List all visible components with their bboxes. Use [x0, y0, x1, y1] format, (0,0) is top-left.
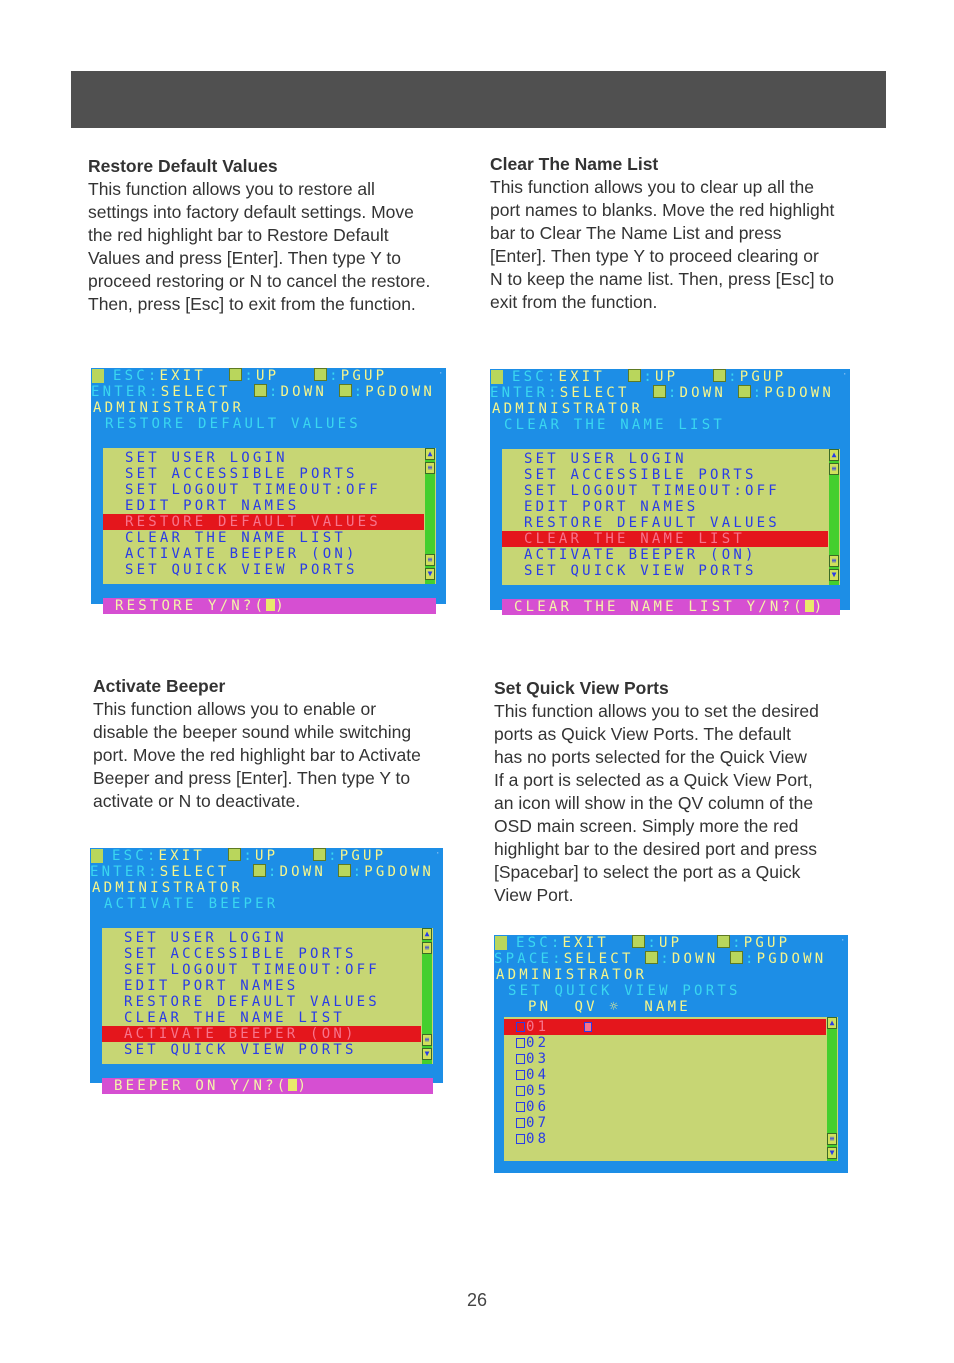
osd-key-sep: :: [732, 935, 744, 951]
page-down-icon: ≡: [425, 554, 435, 566]
osd-key-sep: :: [147, 368, 160, 384]
osd-key-esc: ESC: [512, 369, 547, 385]
up-arrow-icon: [632, 935, 645, 948]
osd-key-sep: :: [352, 864, 365, 880]
menu-item: SET QUICK VIEW PORTS: [125, 562, 358, 578]
osd-edge-noise: ·: [842, 370, 848, 380]
section-body: This function allows you to set the desired ports as Quick View Ports. The default has no ports selected for the Quick View If a port is selected as a Quick View Port, an icon will show in the QV column of the OSD main screen. Simply more the red highlight bar to the desired port and press [Spacebar] to select the port as a Quick View Port.: [494, 701, 819, 905]
osd-key-exit: EXIT: [159, 368, 207, 384]
osd-port-table-header: [528, 999, 691, 1015]
page-up-icon: ≡: [829, 463, 839, 475]
section-set-quick-view: [494, 677, 864, 907]
osd-key-row-1: [516, 935, 790, 951]
osd-key-select: SELECT: [159, 864, 230, 880]
port-icon: [516, 1118, 525, 1128]
port-row: [516, 1067, 549, 1083]
osd-key-sep: :: [752, 385, 765, 401]
osd-key-down: DOWN: [279, 864, 326, 880]
header-bar: [71, 71, 886, 128]
osd-key-enter: ENTER: [91, 384, 150, 400]
osd-edge-noise: ·: [435, 849, 441, 859]
osd-key-pgup: PGUP: [743, 935, 791, 951]
menu-item: CLEAR THE NAME LIST: [502, 531, 828, 547]
input-cursor: [266, 599, 275, 611]
page-up-icon: ≡: [425, 462, 435, 474]
osd-admin-label: ADMINISTRATOR: [93, 400, 245, 416]
menu-item: EDIT PORT NAMES: [524, 499, 699, 515]
port-number: 08: [526, 1131, 550, 1147]
osd-key-enter: ENTER: [90, 864, 149, 880]
osd-screen-clear-name-list: [490, 369, 850, 615]
port-number: 07: [526, 1115, 550, 1131]
osd-key-row-2: [490, 385, 834, 401]
osd-key-sep: :: [660, 951, 672, 967]
menu-item: SET USER LOGIN: [124, 930, 287, 946]
down-arrow-icon: [254, 384, 267, 397]
page-down-icon: ≡: [422, 1034, 432, 1046]
osd-key-sep: :: [149, 384, 161, 400]
page-up-icon: [313, 848, 326, 861]
up-arrow-icon: [229, 368, 242, 381]
column-pn: PN: [528, 999, 552, 1015]
osd-key-pgdown: PGDOWN: [764, 385, 835, 401]
prompt-end: ): [297, 1078, 310, 1094]
osd-key-sep: :: [146, 848, 159, 864]
port-icon: [516, 1022, 525, 1032]
osd-confirm-prompt: [103, 598, 436, 614]
menu-item: ACTIVATE BEEPER (ON): [125, 546, 358, 562]
osd-key-enter: ENTER: [490, 385, 549, 401]
osd-key-down: DOWN: [671, 951, 719, 967]
osd-key-row-1: [512, 369, 786, 385]
prompt-end: ): [275, 598, 287, 614]
osd-key-row-1: [112, 848, 386, 864]
section-activate-beeper: [93, 675, 463, 813]
osd-key-space: SPACE: [494, 951, 553, 967]
osd-key-pgdown: PGDOWN: [364, 864, 435, 880]
osd-key-down: DOWN: [679, 385, 726, 401]
prompt-text: BEEPER ON Y/N?(: [114, 1078, 289, 1094]
osd-key-sep: :: [728, 369, 740, 385]
port-icon: [516, 1054, 525, 1064]
page-down-icon: [730, 951, 743, 964]
osd-key-row-2: [90, 864, 434, 880]
up-arrow-icon: [228, 848, 241, 861]
column-name: NAME: [644, 999, 691, 1015]
port-icon: [516, 1134, 525, 1144]
osd-function-heading: CLEAR THE NAME LIST: [504, 417, 725, 433]
scroll-up-icon: ▲: [422, 928, 432, 940]
osd-function-heading: RESTORE DEFAULT VALUES: [105, 416, 361, 432]
port-icon: [516, 1102, 525, 1112]
osd-admin-label: ADMINISTRATOR: [492, 401, 644, 417]
section-title: Set Quick View Ports: [494, 678, 669, 698]
osd-key-esc: ESC: [113, 368, 148, 384]
menu-item: EDIT PORT NAMES: [125, 498, 300, 514]
sun-icon: ☼: [609, 999, 622, 1015]
page-up-icon: [717, 935, 730, 948]
menu-item: SET LOGOUT TIMEOUT:OFF: [524, 483, 780, 499]
osd-key-select: SELECT: [160, 384, 231, 400]
menu-item: SET USER LOGIN: [524, 451, 687, 467]
osd-key-pgup: PGUP: [339, 848, 387, 864]
osd-key-sep: :: [353, 384, 366, 400]
section-clear-name-list: [490, 153, 870, 314]
osd-key-sep: :: [745, 951, 757, 967]
osd-key-sep: :: [328, 848, 340, 864]
osd-menu-list: [502, 449, 840, 585]
osd-admin-label: ADMINISTRATOR: [496, 967, 648, 983]
osd-key-up: UP: [658, 935, 683, 951]
osd-corner-marker: [491, 370, 503, 384]
scroll-down-icon: ▼: [425, 568, 435, 580]
osd-key-sep: :: [148, 864, 160, 880]
section-body: This function allows you to clear up all the port names to blanks. Move the red highlight bar to Clear The Name List and press [Enter]. Then type Y to proceed clearing or N to keep the name list. Then, press [Esc] to exit from the function.: [490, 177, 835, 312]
scroll-down-icon: ▼: [829, 569, 839, 581]
menu-item: SET ACCESSIBLE PORTS: [524, 467, 757, 483]
osd-admin-label: ADMINISTRATOR: [92, 880, 244, 896]
osd-confirm-prompt: [502, 599, 840, 615]
port-number: 02: [526, 1035, 550, 1051]
osd-edge-noise: ·: [840, 936, 846, 946]
port-icon: [516, 1038, 525, 1048]
osd-key-exit: EXIT: [562, 935, 610, 951]
osd-key-pgup: PGUP: [340, 368, 388, 384]
down-arrow-icon: [653, 385, 666, 398]
port-row: [516, 1035, 549, 1051]
osd-key-sep: :: [647, 935, 659, 951]
menu-item: SET LOGOUT TIMEOUT:OFF: [124, 962, 380, 978]
osd-key-select: SELECT: [563, 951, 634, 967]
osd-key-sep: :: [643, 369, 655, 385]
osd-key-sep: :: [267, 864, 280, 880]
scroll-up-icon: ▲: [829, 449, 839, 461]
port-number: 05: [526, 1083, 550, 1099]
osd-key-exit: EXIT: [558, 369, 606, 385]
page-up-icon: [713, 369, 726, 382]
osd-key-sep: :: [667, 385, 680, 401]
osd-key-sep: :: [548, 385, 560, 401]
down-arrow-icon: [253, 864, 266, 877]
osd-key-exit: EXIT: [158, 848, 206, 864]
port-icon: [516, 1070, 525, 1080]
menu-item: CLEAR THE NAME LIST: [125, 530, 346, 546]
osd-key-sep: :: [552, 951, 564, 967]
menu-item: ACTIVATE BEEPER (ON): [524, 547, 757, 563]
osd-function-heading: ACTIVATE BEEPER: [104, 896, 279, 912]
osd-key-up: UP: [255, 368, 280, 384]
osd-key-sep: :: [550, 935, 563, 951]
section-title: Clear The Name List: [490, 154, 659, 174]
page-down-icon: [338, 864, 351, 877]
port-number: 03: [526, 1051, 550, 1067]
scroll-up-icon: ▲: [425, 448, 435, 460]
osd-key-sep: :: [243, 848, 255, 864]
osd-menu-list: [102, 928, 433, 1064]
page-down-icon: [339, 384, 352, 397]
prompt-end: ): [813, 599, 826, 615]
port-row: [516, 1115, 549, 1131]
osd-corner-marker: [495, 936, 507, 950]
menu-item: RESTORE DEFAULT VALUES: [524, 515, 780, 531]
section-body: This function allows you to restore all settings into factory default settings. Move the red highlight bar to Restore Default Values and press [Enter]. Then type Y to proceed restoring or N to cancel the restore. Then, press [Esc] to exit from the function.: [88, 179, 431, 314]
port-row: [516, 1051, 549, 1067]
osd-key-esc: ESC: [516, 935, 551, 951]
menu-item: CLEAR THE NAME LIST: [124, 1010, 345, 1026]
osd-key-up: UP: [254, 848, 279, 864]
section-restore-default: [88, 155, 468, 316]
osd-screen-restore-default: [91, 368, 446, 614]
osd-key-sep: :: [546, 369, 559, 385]
osd-port-table: [504, 1017, 838, 1161]
osd-edge-noise: ·: [438, 369, 444, 379]
menu-item: SET QUICK VIEW PORTS: [524, 563, 757, 579]
section-title: Restore Default Values: [88, 156, 278, 176]
osd-key-row-1: [113, 368, 387, 384]
port-row: [504, 1019, 826, 1035]
port-number: 01: [526, 1019, 550, 1035]
menu-item: SET ACCESSIBLE PORTS: [125, 466, 358, 482]
prompt-text: RESTORE Y/N?(: [115, 598, 267, 614]
osd-corner-marker: [92, 369, 104, 383]
port-number: 06: [526, 1099, 550, 1115]
page-down-icon: ≡: [829, 555, 839, 567]
osd-function-heading: SET QUICK VIEW PORTS: [508, 983, 741, 999]
port-row: [516, 1131, 549, 1147]
osd-key-up: UP: [654, 369, 679, 385]
osd-screen-set-quick-view: [494, 935, 848, 1173]
prompt-text: CLEAR THE NAME LIST Y/N?(: [514, 599, 805, 615]
column-qv: QV: [574, 999, 598, 1015]
page-down-icon: [738, 385, 751, 398]
osd-key-row-2: [494, 951, 826, 967]
section-title: Activate Beeper: [93, 676, 226, 696]
osd-key-pgdown: PGDOWN: [756, 951, 827, 967]
osd-key-sep: :: [268, 384, 281, 400]
port-icon: [516, 1086, 525, 1096]
up-arrow-icon: [628, 369, 641, 382]
osd-key-pgdown: PGDOWN: [365, 384, 436, 400]
menu-item: SET USER LOGIN: [125, 450, 288, 466]
menu-item: EDIT PORT NAMES: [124, 978, 299, 994]
osd-screen-activate-beeper: [90, 848, 443, 1094]
osd-key-select: SELECT: [559, 385, 630, 401]
section-body: This function allows you to enable or disable the beeper sound while switching port. Move the red highlight bar to Activate Beeper and press [Enter]. Then type Y to activate or N to deactivate.: [93, 699, 421, 811]
menu-item: SET LOGOUT TIMEOUT:OFF: [125, 482, 381, 498]
osd-key-sep: :: [329, 368, 341, 384]
port-number: 04: [526, 1067, 550, 1083]
osd-key-row-2: [91, 384, 435, 400]
menu-item: RESTORE DEFAULT VALUES: [124, 994, 380, 1010]
port-row: [516, 1099, 549, 1115]
osd-key-sep: :: [244, 368, 256, 384]
osd-confirm-prompt: [102, 1078, 433, 1094]
scroll-down-icon: ▼: [422, 1048, 432, 1060]
osd-menu-list: [103, 448, 436, 584]
quick-view-mark-icon: [584, 1022, 592, 1032]
port-row: [516, 1083, 549, 1099]
menu-item: SET ACCESSIBLE PORTS: [124, 946, 357, 962]
scroll-up-icon: ▲: [827, 1017, 837, 1029]
menu-item: RESTORE DEFAULT VALUES: [103, 514, 424, 530]
down-arrow-icon: [645, 951, 658, 964]
page-up-icon: ≡: [422, 942, 432, 954]
page-down-icon: ≡: [827, 1133, 837, 1145]
osd-key-down: DOWN: [280, 384, 327, 400]
page-up-icon: [314, 368, 327, 381]
menu-item: ACTIVATE BEEPER (ON): [102, 1026, 421, 1042]
osd-key-pgup: PGUP: [739, 369, 787, 385]
osd-key-esc: ESC: [112, 848, 147, 864]
scroll-down-icon: ▼: [827, 1147, 837, 1159]
osd-corner-marker: [91, 849, 103, 863]
input-cursor: [805, 600, 814, 612]
page-number: 26: [466, 1290, 488, 1310]
menu-item: SET QUICK VIEW PORTS: [124, 1042, 357, 1058]
